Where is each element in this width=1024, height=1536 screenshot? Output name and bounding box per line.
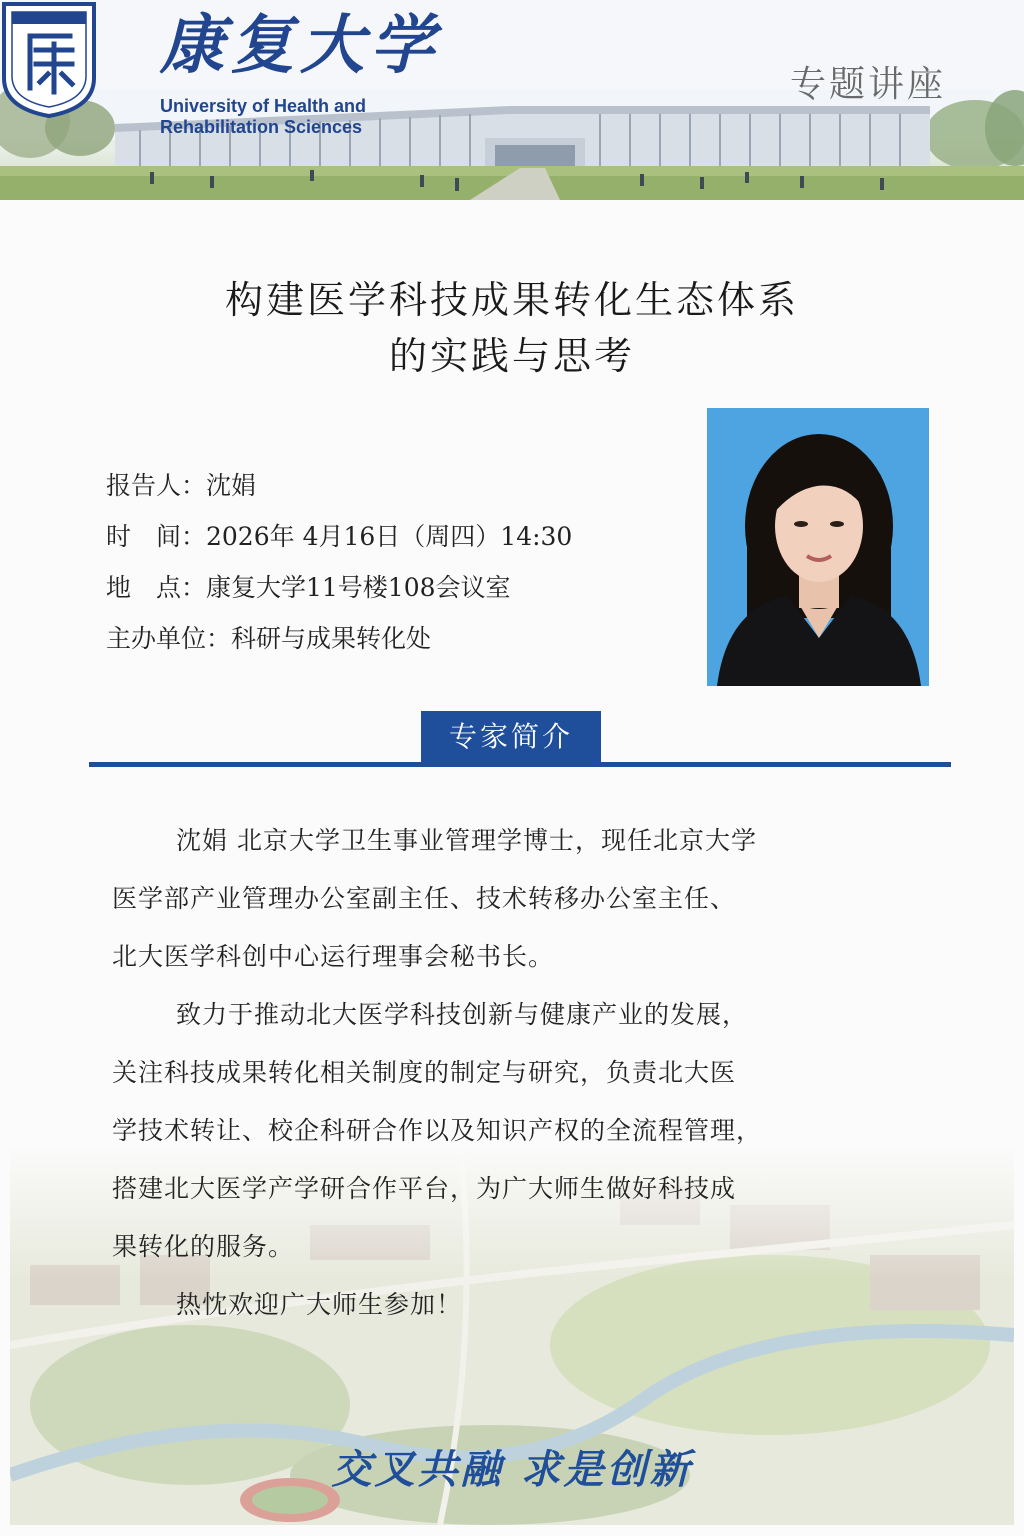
bio-line: 搭建北大医学产学研合作平台，为广大师生做好科技成 — [112, 1174, 737, 1203]
bio-line: 果转化的服务。 — [112, 1232, 295, 1261]
section-title-expert-intro: 专家简介 — [421, 711, 601, 763]
expert-biography — [112, 812, 932, 1334]
logo-chinese-name: 康复大学 — [160, 8, 440, 83]
bio-line: 致力于推动北大医学科技创新与健康产业的发展， — [176, 1000, 749, 1029]
lecture-type-tag: 专题讲座 — [789, 64, 946, 105]
header-banner — [0, 0, 1024, 200]
bio-line: 学技术转让、校企科研合作以及知识产权的全流程管理， — [112, 1116, 763, 1145]
lecture-info — [106, 466, 572, 670]
bio-line: 沈娟 北京大学卫生事业管理学博士，现任北京大学 — [176, 826, 757, 855]
bio-line: 北大医学科创中心运行理事会秘书长。 — [112, 942, 555, 971]
organizer-row: 主办单位：科研与成果转化处 — [106, 624, 432, 653]
speaker-portrait-icon — [707, 408, 929, 686]
logo-english-line2: Rehabilitation Sciences — [160, 117, 363, 137]
lecture-title-line2: 的实践与思考 — [388, 334, 635, 378]
location-row: 地 点：康复大学11号楼108会议室 — [106, 573, 511, 602]
speaker-photo — [707, 408, 929, 686]
bio-line: 关注科技成果转化相关制度的制定与研究，负责北大医 — [112, 1058, 737, 1087]
welcome-line: 热忱欢迎广大师生参加！ — [176, 1290, 463, 1319]
university-slogan: 交叉共融 求是创新 — [331, 1446, 693, 1493]
logo-english-name — [160, 96, 400, 138]
lecture-title-line1: 构建医学科技成果转化生态体系 — [224, 278, 799, 322]
time-row: 时 间：2026年 4月16日（周四）14:30 — [106, 522, 573, 551]
logo-english-line1: University of Health and — [160, 96, 367, 116]
speaker-row: 报告人：沈娟 — [106, 471, 257, 500]
bio-line: 医学部产业管理办公室副主任、技术转移办公室主任、 — [112, 884, 737, 913]
university-seal-icon — [0, 0, 98, 118]
lecture-title — [0, 272, 1024, 384]
